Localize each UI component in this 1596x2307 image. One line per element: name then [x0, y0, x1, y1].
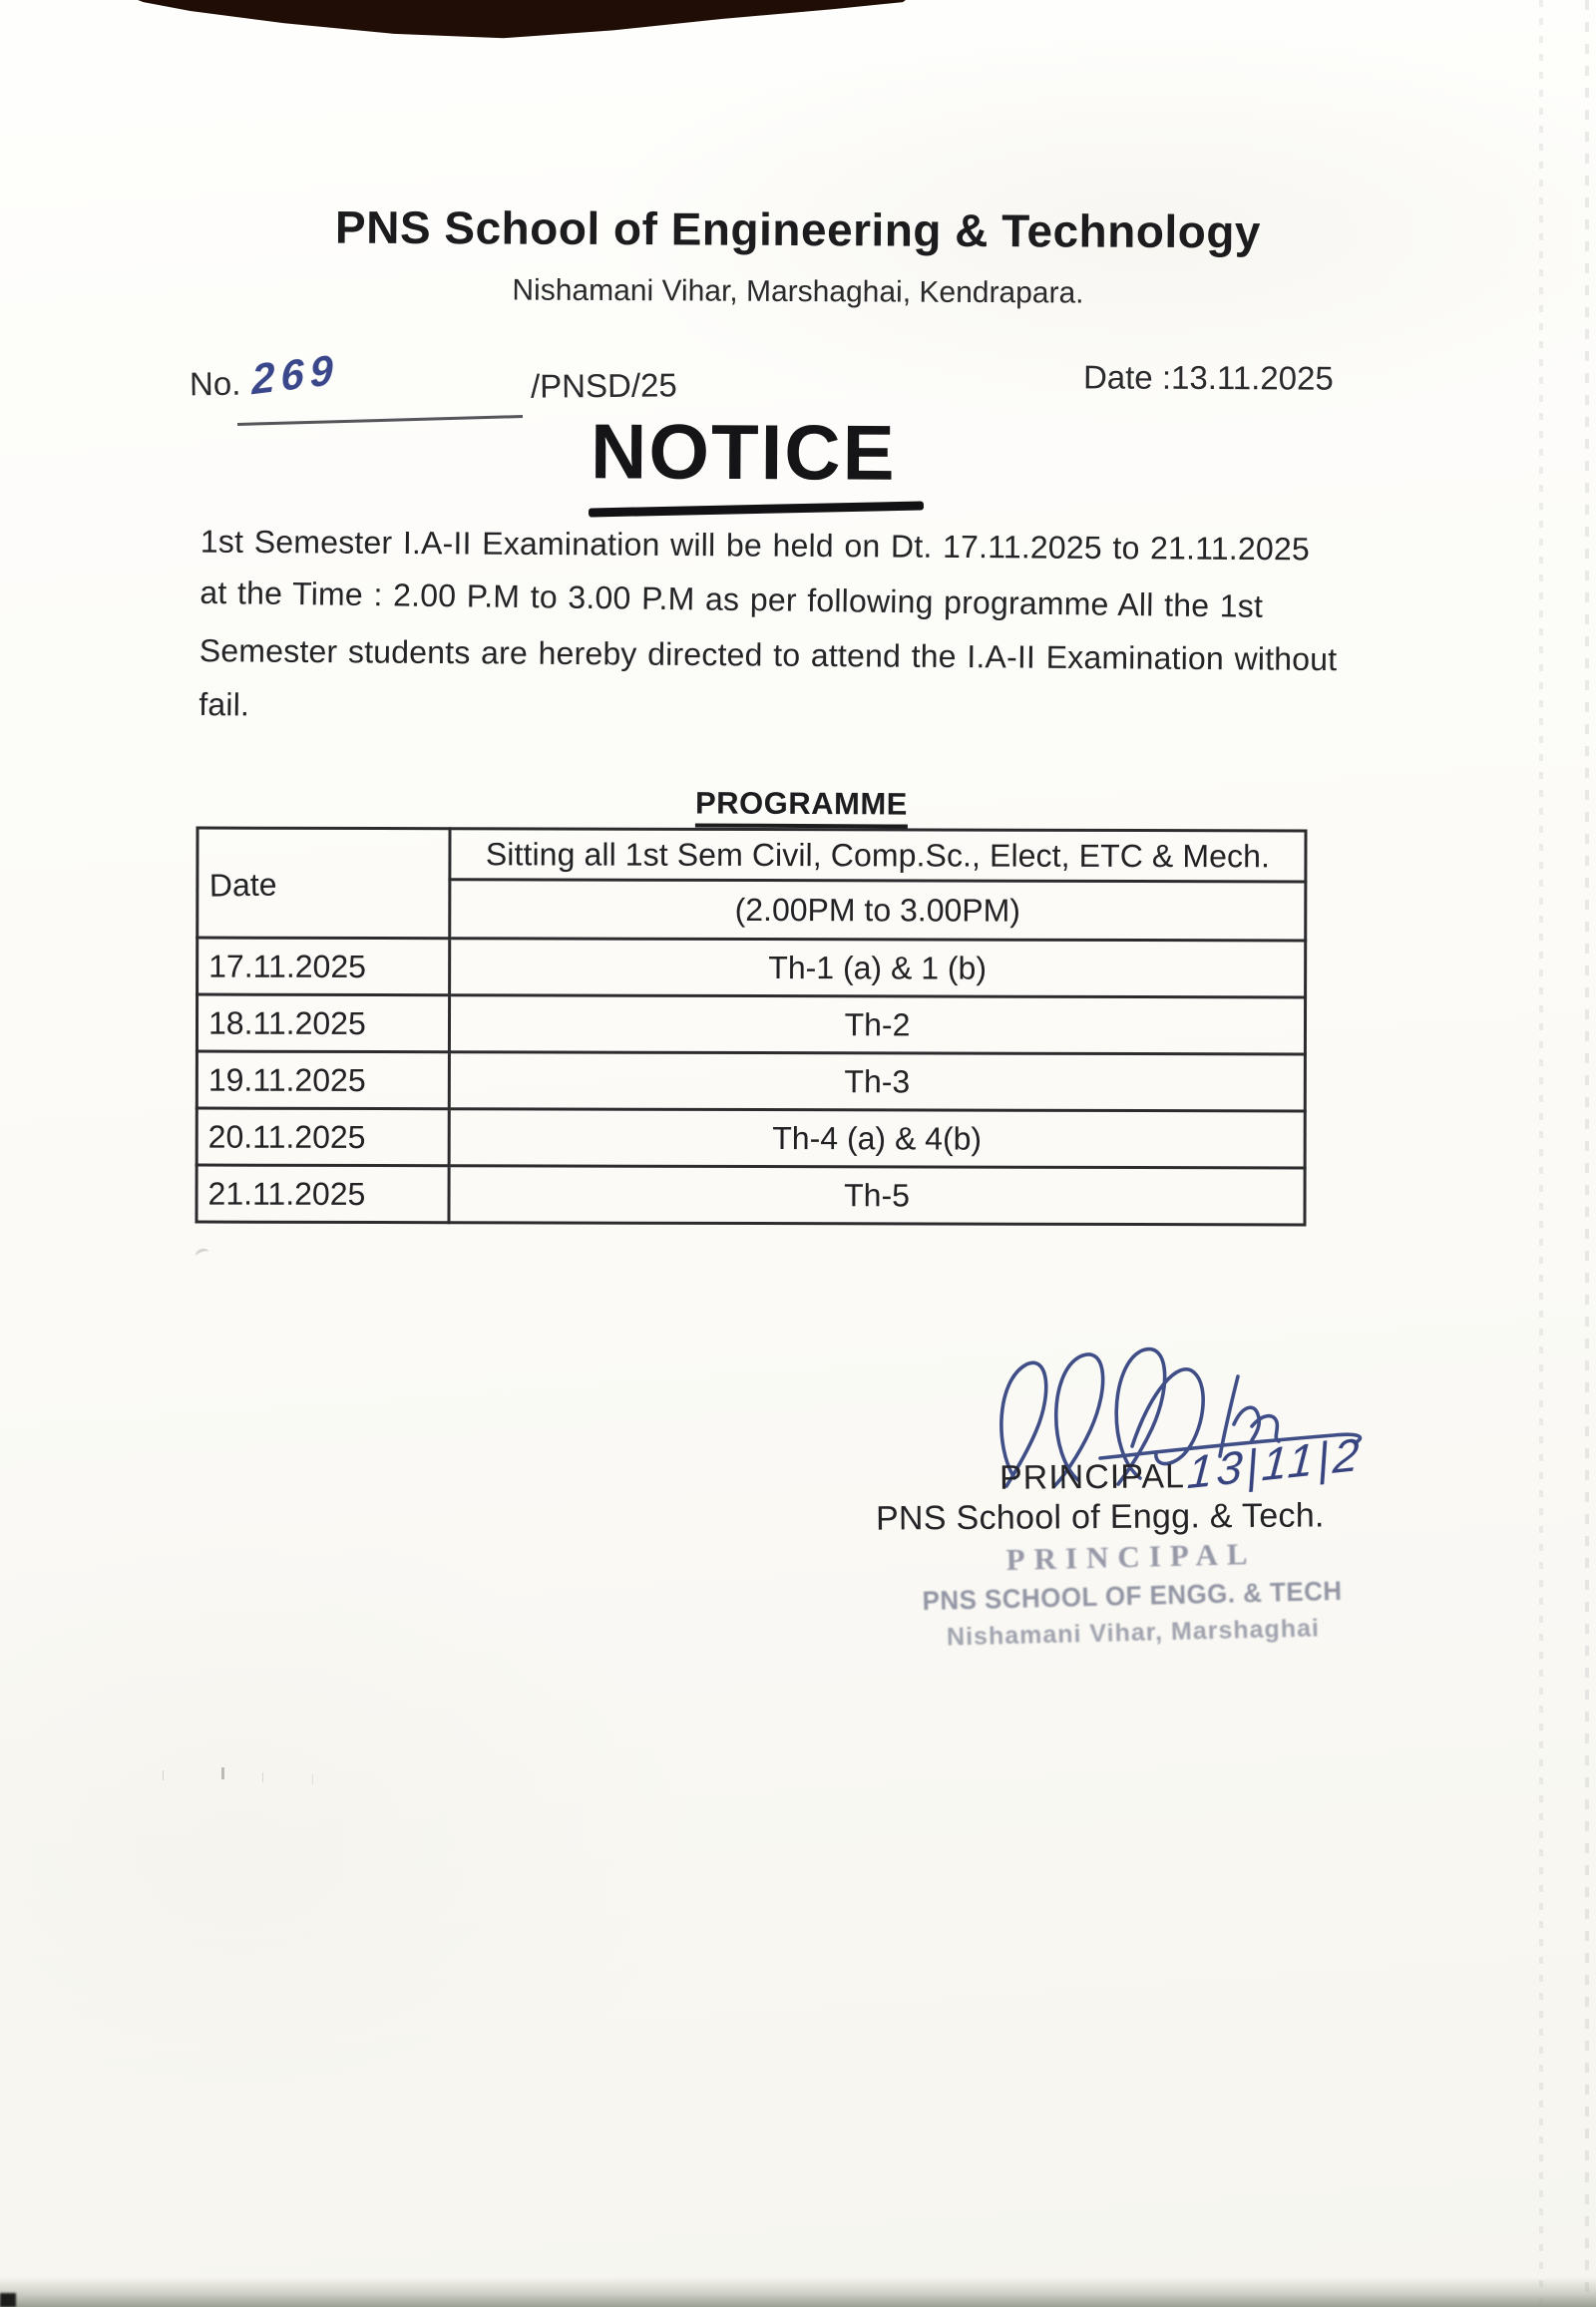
programme-table — [195, 827, 1307, 1227]
body-line: 1st Semester I.A-II Examination will be held on Dt. 17.11.2025 to 21.11.2025 — [200, 523, 1311, 568]
time-subheader: (2.00PM to 3.00PM) — [450, 880, 1306, 941]
table-header-row — [198, 828, 1306, 882]
ref-no-suffix: /PNSD/25 — [530, 366, 677, 405]
table-row — [197, 1051, 1305, 1111]
principal-rubber-stamp — [887, 1533, 1379, 1654]
exam-date: 21.11.2025 — [197, 1165, 449, 1223]
exam-subject: Th-2 — [449, 995, 1305, 1054]
scan-speck — [221, 1767, 224, 1779]
exam-date: 18.11.2025 — [197, 994, 449, 1052]
table-row — [197, 1165, 1305, 1225]
table-row — [197, 1108, 1305, 1168]
issue-date — [1083, 358, 1334, 397]
date-label: Date : — [1082, 358, 1172, 396]
table-row — [197, 994, 1305, 1054]
body-line: Semester students are hereby directed to attend the I.A-II Examination without — [199, 632, 1338, 678]
school-name: PNS School of Engineering & Technology — [334, 200, 1262, 258]
scan-streak — [1539, 0, 1543, 2307]
scanner-shadow-top — [128, 0, 911, 40]
notice-body — [199, 521, 1447, 752]
stamp-title: PRINCIPAL — [1005, 1535, 1257, 1578]
notice-heading-underline — [589, 501, 924, 517]
stamp-address: Nishamani Vihar, Marshaghai — [946, 1614, 1321, 1652]
date-column-header: Date — [197, 827, 451, 941]
handwritten-signature-date: 13|11|2 — [1185, 1427, 1365, 1499]
exam-date: 20.11.2025 — [197, 1108, 449, 1166]
signer-title: PRINCIPAL — [998, 1457, 1186, 1497]
ref-no-label: No. — [189, 364, 241, 403]
scan-smudge — [195, 1247, 211, 1262]
stamp-org: PNS SCHOOL OF ENGG. & TECH — [922, 1575, 1343, 1617]
table-row — [198, 938, 1306, 997]
exam-date: 19.11.2025 — [197, 1051, 449, 1109]
notice-heading: NOTICE — [590, 407, 897, 497]
exam-subject: Th-3 — [449, 1052, 1305, 1111]
scan-streak — [1585, 0, 1589, 2307]
body-line: fail. — [199, 685, 250, 723]
exam-date: 17.11.2025 — [198, 938, 450, 995]
school-address: Nishamani Vihar, Marshaghai, Kendrapara. — [512, 273, 1084, 310]
exam-subject: Th-4 (a) & 4(b) — [449, 1109, 1305, 1168]
signature-org-line: PNS School of Engg. & Tech. — [875, 1496, 1325, 1538]
scanner-shadow-bottom — [0, 2277, 1596, 2307]
exam-subject: Th-5 — [449, 1166, 1305, 1225]
handwritten-ref-number: 269 — [250, 345, 340, 404]
programme-heading: PROGRAMME — [695, 785, 908, 828]
sitting-column-header: Sitting all 1st Sem Civil, Comp.Sc., Elect, ETC & Mech. — [450, 829, 1306, 882]
date-value: 13.11.2025 — [1170, 358, 1334, 397]
exam-subject: Th-1 (a) & 1 (b) — [450, 939, 1306, 997]
scanner-corner-mark — [0, 2293, 16, 2307]
ref-number-underline — [237, 415, 523, 426]
body-line: at the Time : 2.00 P.M to 3.00 P.M as per following programme All the 1st — [200, 574, 1264, 624]
